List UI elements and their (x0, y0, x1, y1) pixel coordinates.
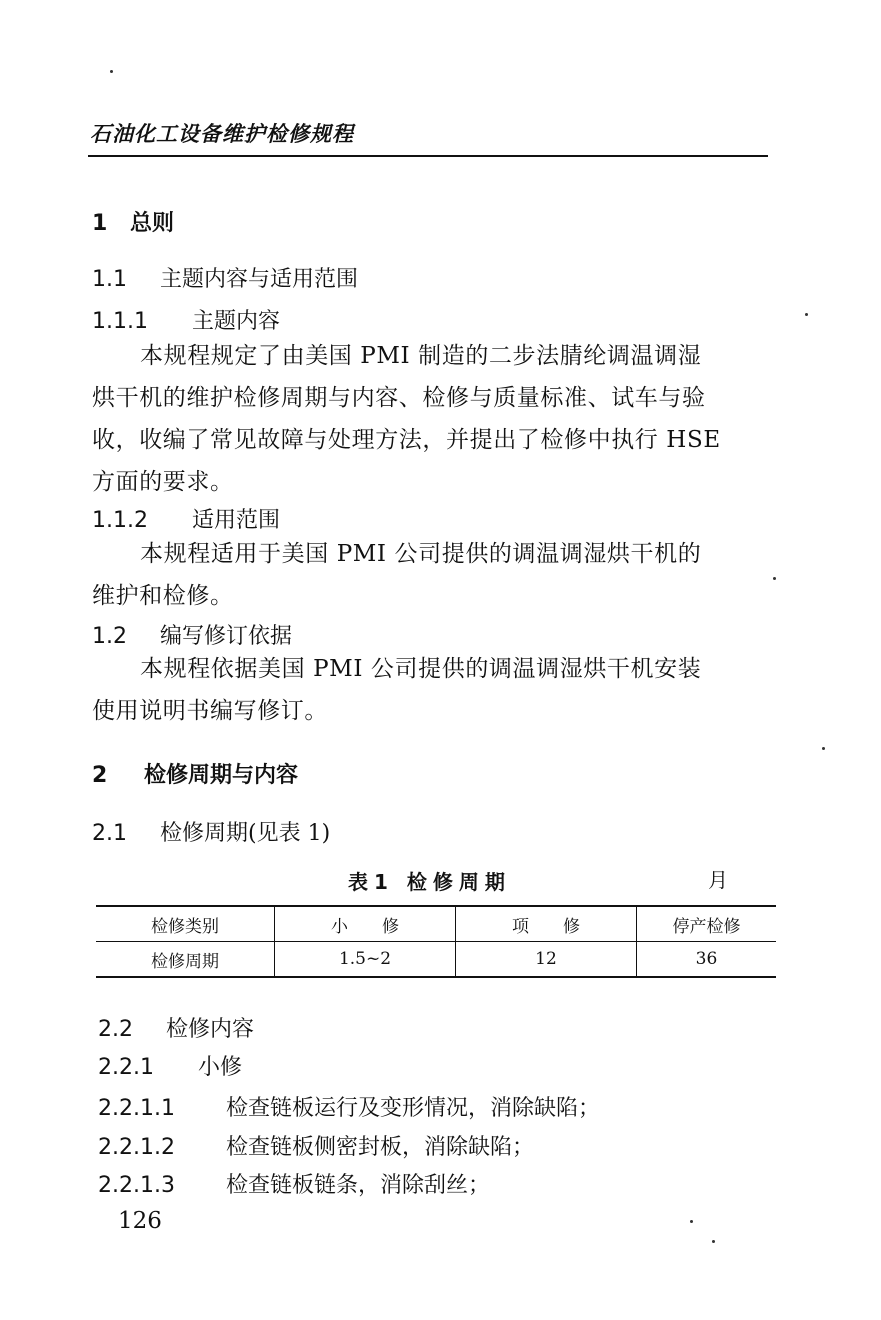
section-1-heading (92, 206, 174, 237)
paragraph-line: 使用说明书编写修订。 (92, 698, 328, 724)
list-item (98, 1130, 534, 1161)
section-number: 1 (92, 211, 108, 236)
paragraph-line: 本规程规定了由美国 PMI 制造的二步法腈纶调温调湿 (140, 343, 702, 369)
table-header-cell: 停产检修 (637, 906, 777, 942)
scan-speck (690, 1220, 693, 1223)
section-1-2-heading (92, 619, 292, 650)
running-header: 石油化工设备维护检修规程 (90, 121, 354, 146)
table-title: 表1 检修周期 (348, 870, 511, 894)
section-number: 1.1 (92, 267, 127, 292)
section-2-2-heading (98, 1012, 254, 1043)
section-number: 1.2 (92, 624, 127, 649)
scan-speck (712, 1240, 715, 1243)
item-text: 检查链板运行及变形情况，消除缺陷； (226, 1096, 601, 1121)
section-title: 检修周期(见表 1) (160, 821, 331, 846)
page-number: 126 (118, 1208, 162, 1234)
paragraph-line: 维护和检修。 (92, 583, 234, 609)
table-cell: 12 (456, 942, 637, 978)
section-number: 2 (92, 763, 108, 788)
table-unit: 月 (708, 868, 728, 892)
item-text: 检查链板侧密封板，消除缺陷； (226, 1135, 535, 1160)
section-2-heading (92, 758, 298, 789)
header-rule (88, 155, 768, 157)
table-row (96, 942, 776, 978)
item-number: 2.2.1.1 (98, 1096, 175, 1121)
section-title: 总则 (130, 210, 175, 236)
section-title: 主题内容 (192, 309, 281, 334)
item-number: 2.2.1.3 (98, 1173, 175, 1198)
paragraph-line: 收，收编了常见故障与处理方法，并提出了检修中执行 HSE (92, 427, 721, 453)
section-number: 2.2.1 (98, 1055, 154, 1080)
scan-speck (805, 313, 808, 316)
table-header-cell: 检修类别 (96, 906, 275, 942)
list-item (98, 1168, 490, 1199)
section-1-1-2-heading (92, 503, 280, 534)
section-2-2-1-heading (98, 1050, 242, 1081)
section-number: 1.1.2 (92, 508, 148, 533)
section-title: 检修内容 (166, 1017, 255, 1042)
section-1-1-heading (92, 262, 358, 293)
paragraph-line: 烘干机的维护检修周期与内容、检修与质量标准、试车与验 (92, 385, 706, 411)
section-title: 适用范围 (192, 508, 281, 533)
table-cell: 1.5~2 (275, 942, 456, 978)
table-header-row (96, 906, 776, 942)
section-title: 主题内容与适用范围 (160, 267, 359, 292)
item-text: 检查链板链条，消除刮丝； (226, 1173, 491, 1198)
paragraph-line: 方面的要求。 (92, 469, 234, 495)
item-number: 2.2.1.2 (98, 1135, 175, 1160)
table-header-cell: 项 修 (456, 906, 637, 942)
paragraph-line: 本规程依据美国 PMI 公司提供的调温调湿烘干机安装 (140, 656, 702, 682)
section-1-1-1-heading (92, 304, 280, 335)
table-cell: 检修周期 (96, 942, 275, 978)
section-title: 编写修订依据 (160, 624, 293, 649)
scan-speck (773, 577, 776, 580)
table-cell: 36 (637, 942, 777, 978)
scan-speck (822, 747, 825, 750)
section-title: 检修周期与内容 (144, 762, 299, 788)
scan-speck (110, 70, 113, 73)
maintenance-cycle-table (96, 905, 776, 978)
section-title: 小修 (198, 1055, 243, 1080)
section-2-1-heading (92, 816, 330, 847)
paragraph-line: 本规程适用于美国 PMI 公司提供的调温调湿烘干机的 (140, 541, 702, 567)
section-number: 2.1 (92, 821, 127, 846)
section-number: 2.2 (98, 1017, 133, 1042)
table-header-cell: 小 修 (275, 906, 456, 942)
section-number: 1.1.1 (92, 309, 148, 334)
list-item (98, 1091, 600, 1122)
